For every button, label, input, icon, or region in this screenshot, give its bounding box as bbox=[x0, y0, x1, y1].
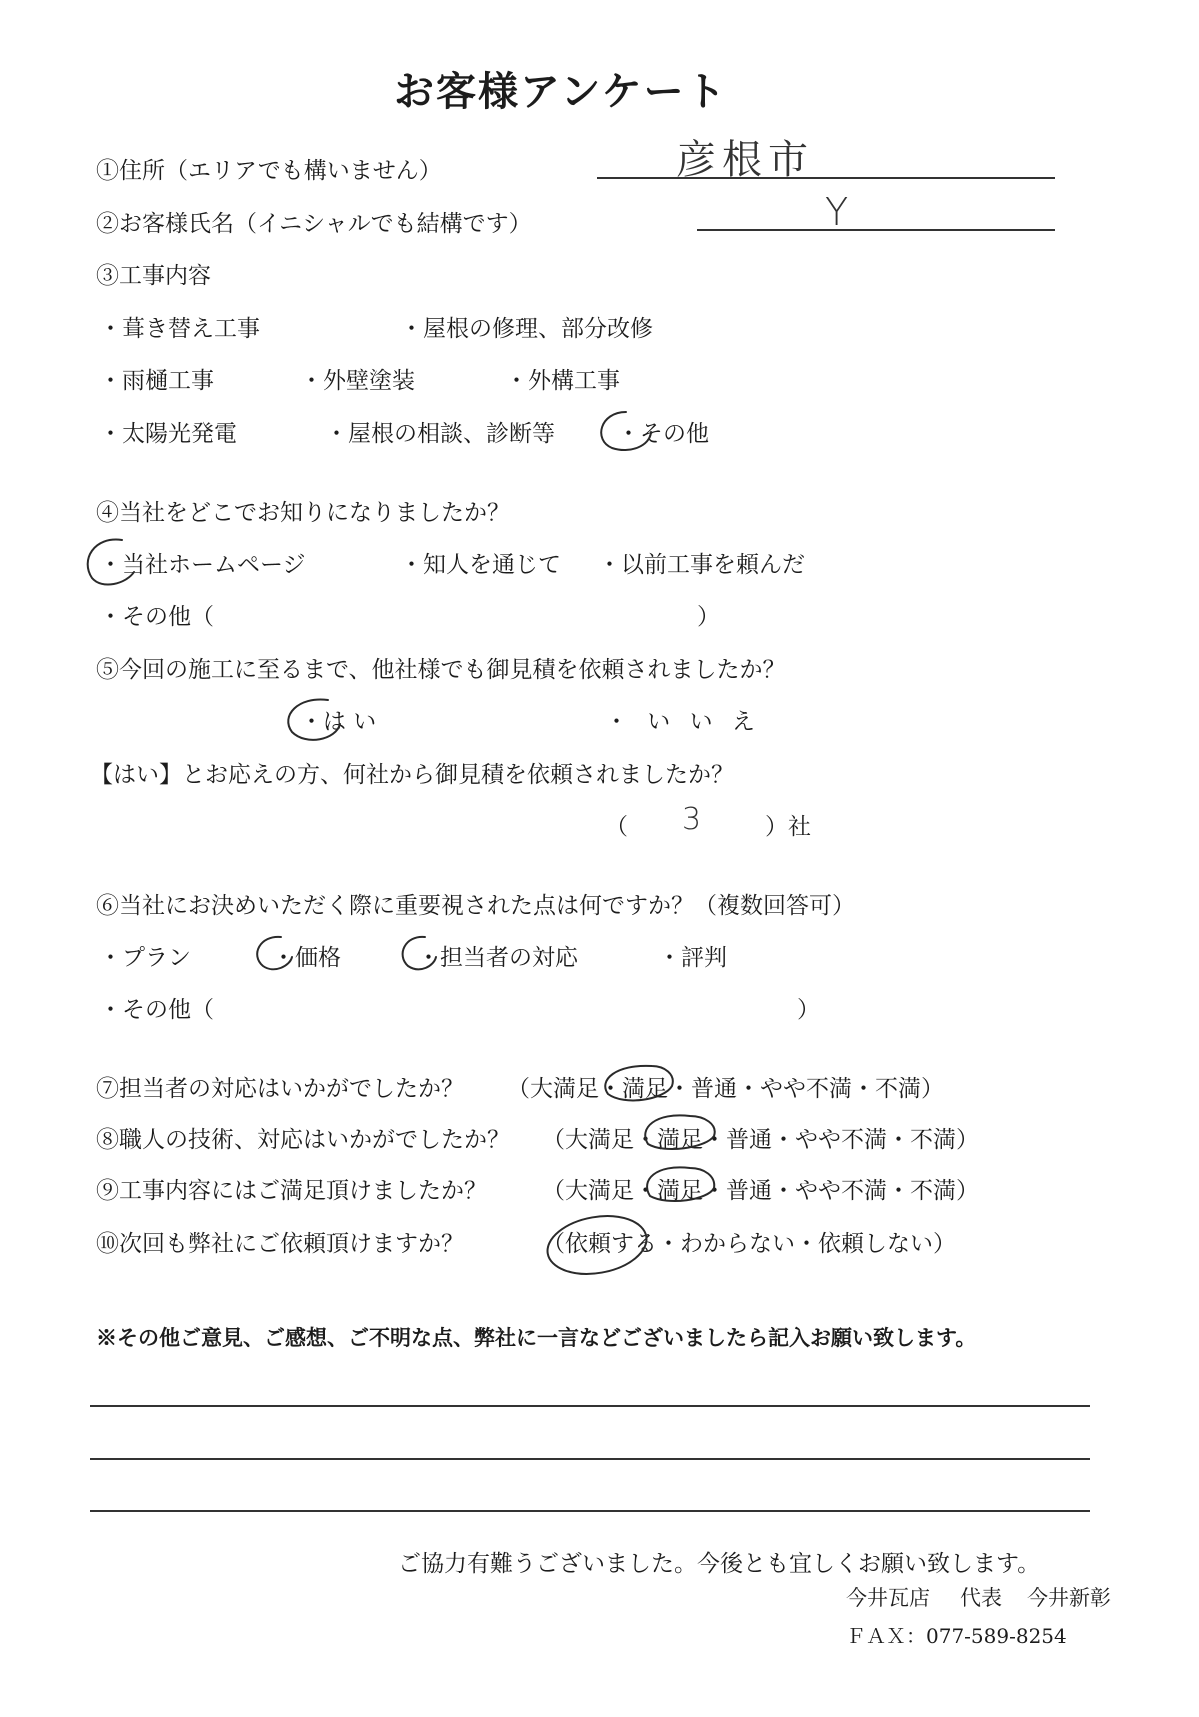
option-price: ・価格 bbox=[272, 945, 341, 971]
option-exterior-paint: ・外壁塗装 bbox=[300, 368, 415, 394]
option-gutter: ・雨樋工事 bbox=[99, 368, 214, 394]
answer-name: Y bbox=[825, 190, 849, 234]
question-2-label: ②お客様氏名（イニシャルでも結構です） bbox=[96, 211, 532, 237]
count-close: ）社 bbox=[765, 814, 811, 840]
other-source-close: ） bbox=[697, 604, 720, 630]
option-reroofing: ・葺き替え工事 bbox=[99, 316, 260, 342]
question-6-label: ⑥当社にお決めいただく際に重要視された点は何ですか？（複数回答可） bbox=[96, 893, 855, 919]
option-plan: ・プラン bbox=[99, 945, 191, 971]
option-solar: ・太陽光発電 bbox=[99, 421, 237, 447]
answer-company-count: 3 bbox=[682, 802, 702, 837]
question-9-scale: （大満足・満足・普通・やや不満・不満） bbox=[542, 1178, 979, 1204]
question-10-label: ⑩次回も弊社にご依頼頂けますか？ bbox=[96, 1231, 464, 1257]
page-title: お客様アンケート bbox=[394, 68, 728, 115]
question-3-label: ③工事内容 bbox=[96, 263, 211, 289]
option-other-work: ・その他 bbox=[617, 421, 709, 447]
comment-line-2 bbox=[90, 1458, 1090, 1460]
option-exterior-work: ・外構工事 bbox=[505, 368, 620, 394]
question-5-sub-label: 【はい】とお応えの方、何社から御見積を依頼されましたか？ bbox=[90, 762, 734, 788]
representative-name: 今井新彰 bbox=[1027, 1586, 1111, 1610]
fax-number: ＦＡＸ：077-589-8254 bbox=[846, 1624, 1067, 1648]
answer-address: 彦根市 bbox=[676, 137, 814, 183]
question-9-label: ⑨工事内容にはご満足頂けましたか？ bbox=[96, 1178, 487, 1204]
answer-line-name bbox=[697, 229, 1055, 231]
question-4-label: ④当社をどこでお知りになりましたか？ bbox=[96, 500, 510, 526]
answer-line-address bbox=[597, 177, 1055, 179]
option-roof-repair: ・屋根の修理、部分改修 bbox=[400, 316, 653, 342]
representative-label: 代表 bbox=[960, 1586, 1002, 1610]
option-staff-response: ・担当者の対応 bbox=[417, 945, 578, 971]
option-yes: ・は い bbox=[300, 709, 377, 735]
other-reason-close: ） bbox=[797, 997, 820, 1023]
option-previous-work: ・以前工事を頼んだ bbox=[598, 552, 805, 578]
question-7-scale: （大満足・満足・普通・やや不満・不満） bbox=[507, 1076, 944, 1102]
option-reputation: ・評判 bbox=[658, 945, 727, 971]
comments-label: ※その他ご意見、ご感想、ご不明な点、弊社に一言などございましたら記入お願い致します。 bbox=[96, 1325, 977, 1350]
thanks-message: ご協力有難うございました。今後とも宜しくお願い致します。 bbox=[398, 1551, 1041, 1577]
shop-name: 今井瓦店 bbox=[846, 1586, 930, 1610]
comment-line-3 bbox=[90, 1510, 1090, 1512]
option-other-reason: ・その他（ bbox=[99, 997, 214, 1023]
question-5-label: ⑤今回の施工に至るまで、他社様でも御見積を依頼されましたか？ bbox=[96, 657, 786, 683]
question-8-scale: （大満足・満足・普通・やや不満・不満） bbox=[542, 1127, 979, 1153]
count-open: （ bbox=[605, 814, 628, 840]
option-no: ・ い い え bbox=[605, 709, 761, 735]
option-roof-consult: ・屋根の相談、診断等 bbox=[325, 421, 555, 447]
question-1-label: ①住所（エリアでも構いません） bbox=[96, 158, 442, 184]
comment-line-1 bbox=[90, 1405, 1090, 1407]
option-other-source: ・その他（ bbox=[99, 604, 214, 630]
option-acquaintance: ・知人を通じて bbox=[400, 552, 561, 578]
question-10-scale: （依頼する・わからない・依頼しない） bbox=[542, 1231, 956, 1257]
question-7-label: ⑦担当者の対応はいかがでしたか？ bbox=[96, 1076, 464, 1102]
option-homepage: ・当社ホームページ bbox=[99, 552, 306, 578]
question-8-label: ⑧職人の技術、対応はいかがでしたか？ bbox=[96, 1127, 510, 1153]
